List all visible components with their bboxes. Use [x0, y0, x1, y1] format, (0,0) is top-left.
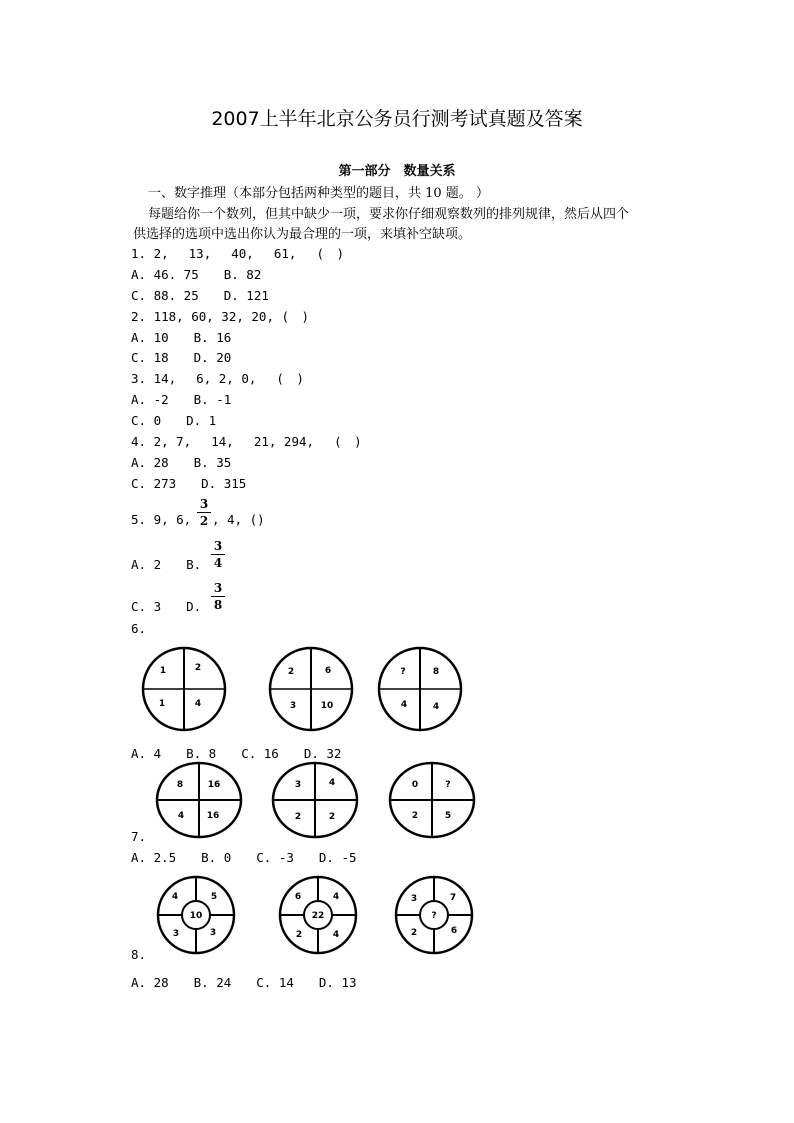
q7-c2-top-left: 3 [294, 780, 302, 790]
q8-c2-bottom-left: 2 [295, 930, 303, 940]
q7-c1-top-left: 8 [176, 780, 184, 790]
intro-heading: 一、数字推理（本部分包括两种类型的题目，共 10 题。 ） [148, 186, 489, 201]
q8-options: A. 28 B. 24 C. 14 D. 13 [131, 975, 357, 990]
q8-c1-top-left: 4 [171, 892, 179, 902]
q6-c2-top-left: 2 [287, 667, 295, 677]
q5-stem-end: , 4, () [212, 512, 265, 527]
q7-circle-3 [390, 763, 474, 837]
q7-c1-bottom-left: 4 [177, 811, 185, 821]
intro-text-line-2: 供选择的选项中选出你认为最合理的一项，来填补空缺项。 [133, 227, 472, 242]
q2-options-cd: C. 18 D. 20 [131, 350, 232, 365]
q6-options: A. 4 B. 8 C. 16 D. 32 [131, 746, 342, 761]
q8-c1-bottom-right: 3 [209, 928, 217, 938]
q8-label: 8. [131, 947, 147, 962]
q6-c1-bottom-left: 1 [158, 699, 166, 709]
q5-stem-fraction [197, 497, 211, 528]
q3-options-ab: A. -2 B. -1 [131, 392, 232, 407]
q6-c3-top-left: ? [400, 667, 406, 677]
q2-options-ab: A. 10 B. 16 [131, 330, 232, 345]
q7-c1-top-right: 16 [207, 780, 221, 790]
q7-c2-top-right: 4 [328, 778, 336, 788]
q4-options-ab: A. 28 B. 35 [131, 455, 232, 470]
fraction-denominator: 8 [213, 598, 223, 612]
q6-circle-figures [0, 640, 794, 736]
q8-circle-figures [0, 872, 794, 958]
q5-options-cd: C. 3 D. [131, 599, 202, 614]
q8-circle-2 [280, 877, 356, 953]
fraction-numerator: 3 [199, 497, 209, 511]
q7-options: A. 2.5 B. 0 C. -3 D. -5 [131, 850, 357, 865]
q7-c3-bottom-right: 5 [444, 811, 452, 821]
q8-c3-top-left: 3 [410, 894, 418, 904]
q1-options-ab: A. 46. 75 B. 82 [131, 267, 262, 282]
q6-c1-top-left: 1 [159, 666, 167, 676]
section-heading: 第一部分 数量关系 [338, 164, 456, 179]
document-title: 2007上半年北京公务员行测考试真题及答案 [211, 108, 583, 130]
q8-c1-top-right: 5 [210, 892, 218, 902]
q6-c3-top-right: 8 [432, 667, 440, 677]
fraction-denominator: 4 [213, 556, 223, 570]
q6-c3-bottom-right: 4 [432, 702, 440, 712]
q1-stem: 1. 2, 13, 40, 61, ( ) [131, 246, 345, 261]
q6-c2-bottom-right: 10 [320, 701, 334, 711]
q6-c2-top-right: 6 [324, 666, 332, 676]
q8-c2-center: 22 [311, 911, 325, 921]
q8-c3-bottom-right: 6 [450, 926, 458, 936]
q6-circle-1 [143, 648, 225, 730]
q6-c1-top-right: 2 [194, 663, 202, 673]
intro-text-line-1: 每题给你一个数列，但其中缺少一项，要求你仔细观察数列的排列规律，然后从四个 [148, 207, 630, 222]
q7-c3-top-right: ? [445, 780, 451, 790]
q5-options-ab: A. 2 B. [131, 557, 202, 572]
q7-circle-1 [157, 763, 241, 837]
fraction-numerator: 3 [213, 539, 223, 553]
q7-circle-figures [0, 760, 794, 842]
q6-c3-bottom-left: 4 [400, 700, 408, 710]
q8-c2-top-left: 6 [294, 892, 302, 902]
q6-circle-2 [270, 648, 352, 730]
q8-circle-1 [158, 877, 234, 953]
q6-label: 6. [131, 621, 147, 636]
q1-options-cd: C. 88. 25 D. 121 [131, 288, 269, 303]
fraction-numerator: 3 [213, 581, 223, 595]
q5-option-b-fraction [211, 539, 225, 570]
q5-stem-start: 5. 9, 6, [131, 512, 192, 527]
q8-c1-bottom-left: 3 [172, 929, 180, 939]
q7-c2-bottom-right: 2 [328, 812, 336, 822]
q8-c2-bottom-right: 4 [332, 930, 340, 940]
q3-options-cd: C. 0 D. 1 [131, 413, 217, 428]
q8-c1-center: 10 [189, 911, 203, 921]
q6-c1-bottom-right: 4 [194, 699, 202, 709]
q7-c3-bottom-left: 2 [411, 811, 419, 821]
q8-c2-top-right: 4 [332, 892, 340, 902]
q7-circle-2 [273, 763, 357, 837]
q4-options-cd: C. 273 D. 315 [131, 476, 247, 491]
q7-c1-bottom-right: 16 [206, 811, 220, 821]
fraction-denominator: 2 [199, 514, 209, 528]
q6-c2-bottom-left: 3 [289, 701, 297, 711]
q7-label: 7. [131, 829, 147, 844]
q5-option-d-fraction [211, 581, 225, 612]
q8-c3-bottom-left: 2 [410, 928, 418, 938]
q7-c3-top-left: 0 [411, 780, 419, 790]
q4-stem: 4. 2, 7, 14, 21, 294, ( ) [131, 434, 362, 449]
q8-c3-top-right: 7 [449, 893, 457, 903]
q3-stem: 3. 14, 6, 2, 0, ( ) [131, 371, 304, 386]
q8-c3-center: ? [431, 911, 437, 921]
q2-stem: 2. 118, 60, 32, 20, ( ) [131, 309, 310, 324]
q8-circle-3 [396, 877, 472, 953]
q7-c2-bottom-left: 2 [294, 812, 302, 822]
q6-circle-3 [379, 648, 461, 730]
